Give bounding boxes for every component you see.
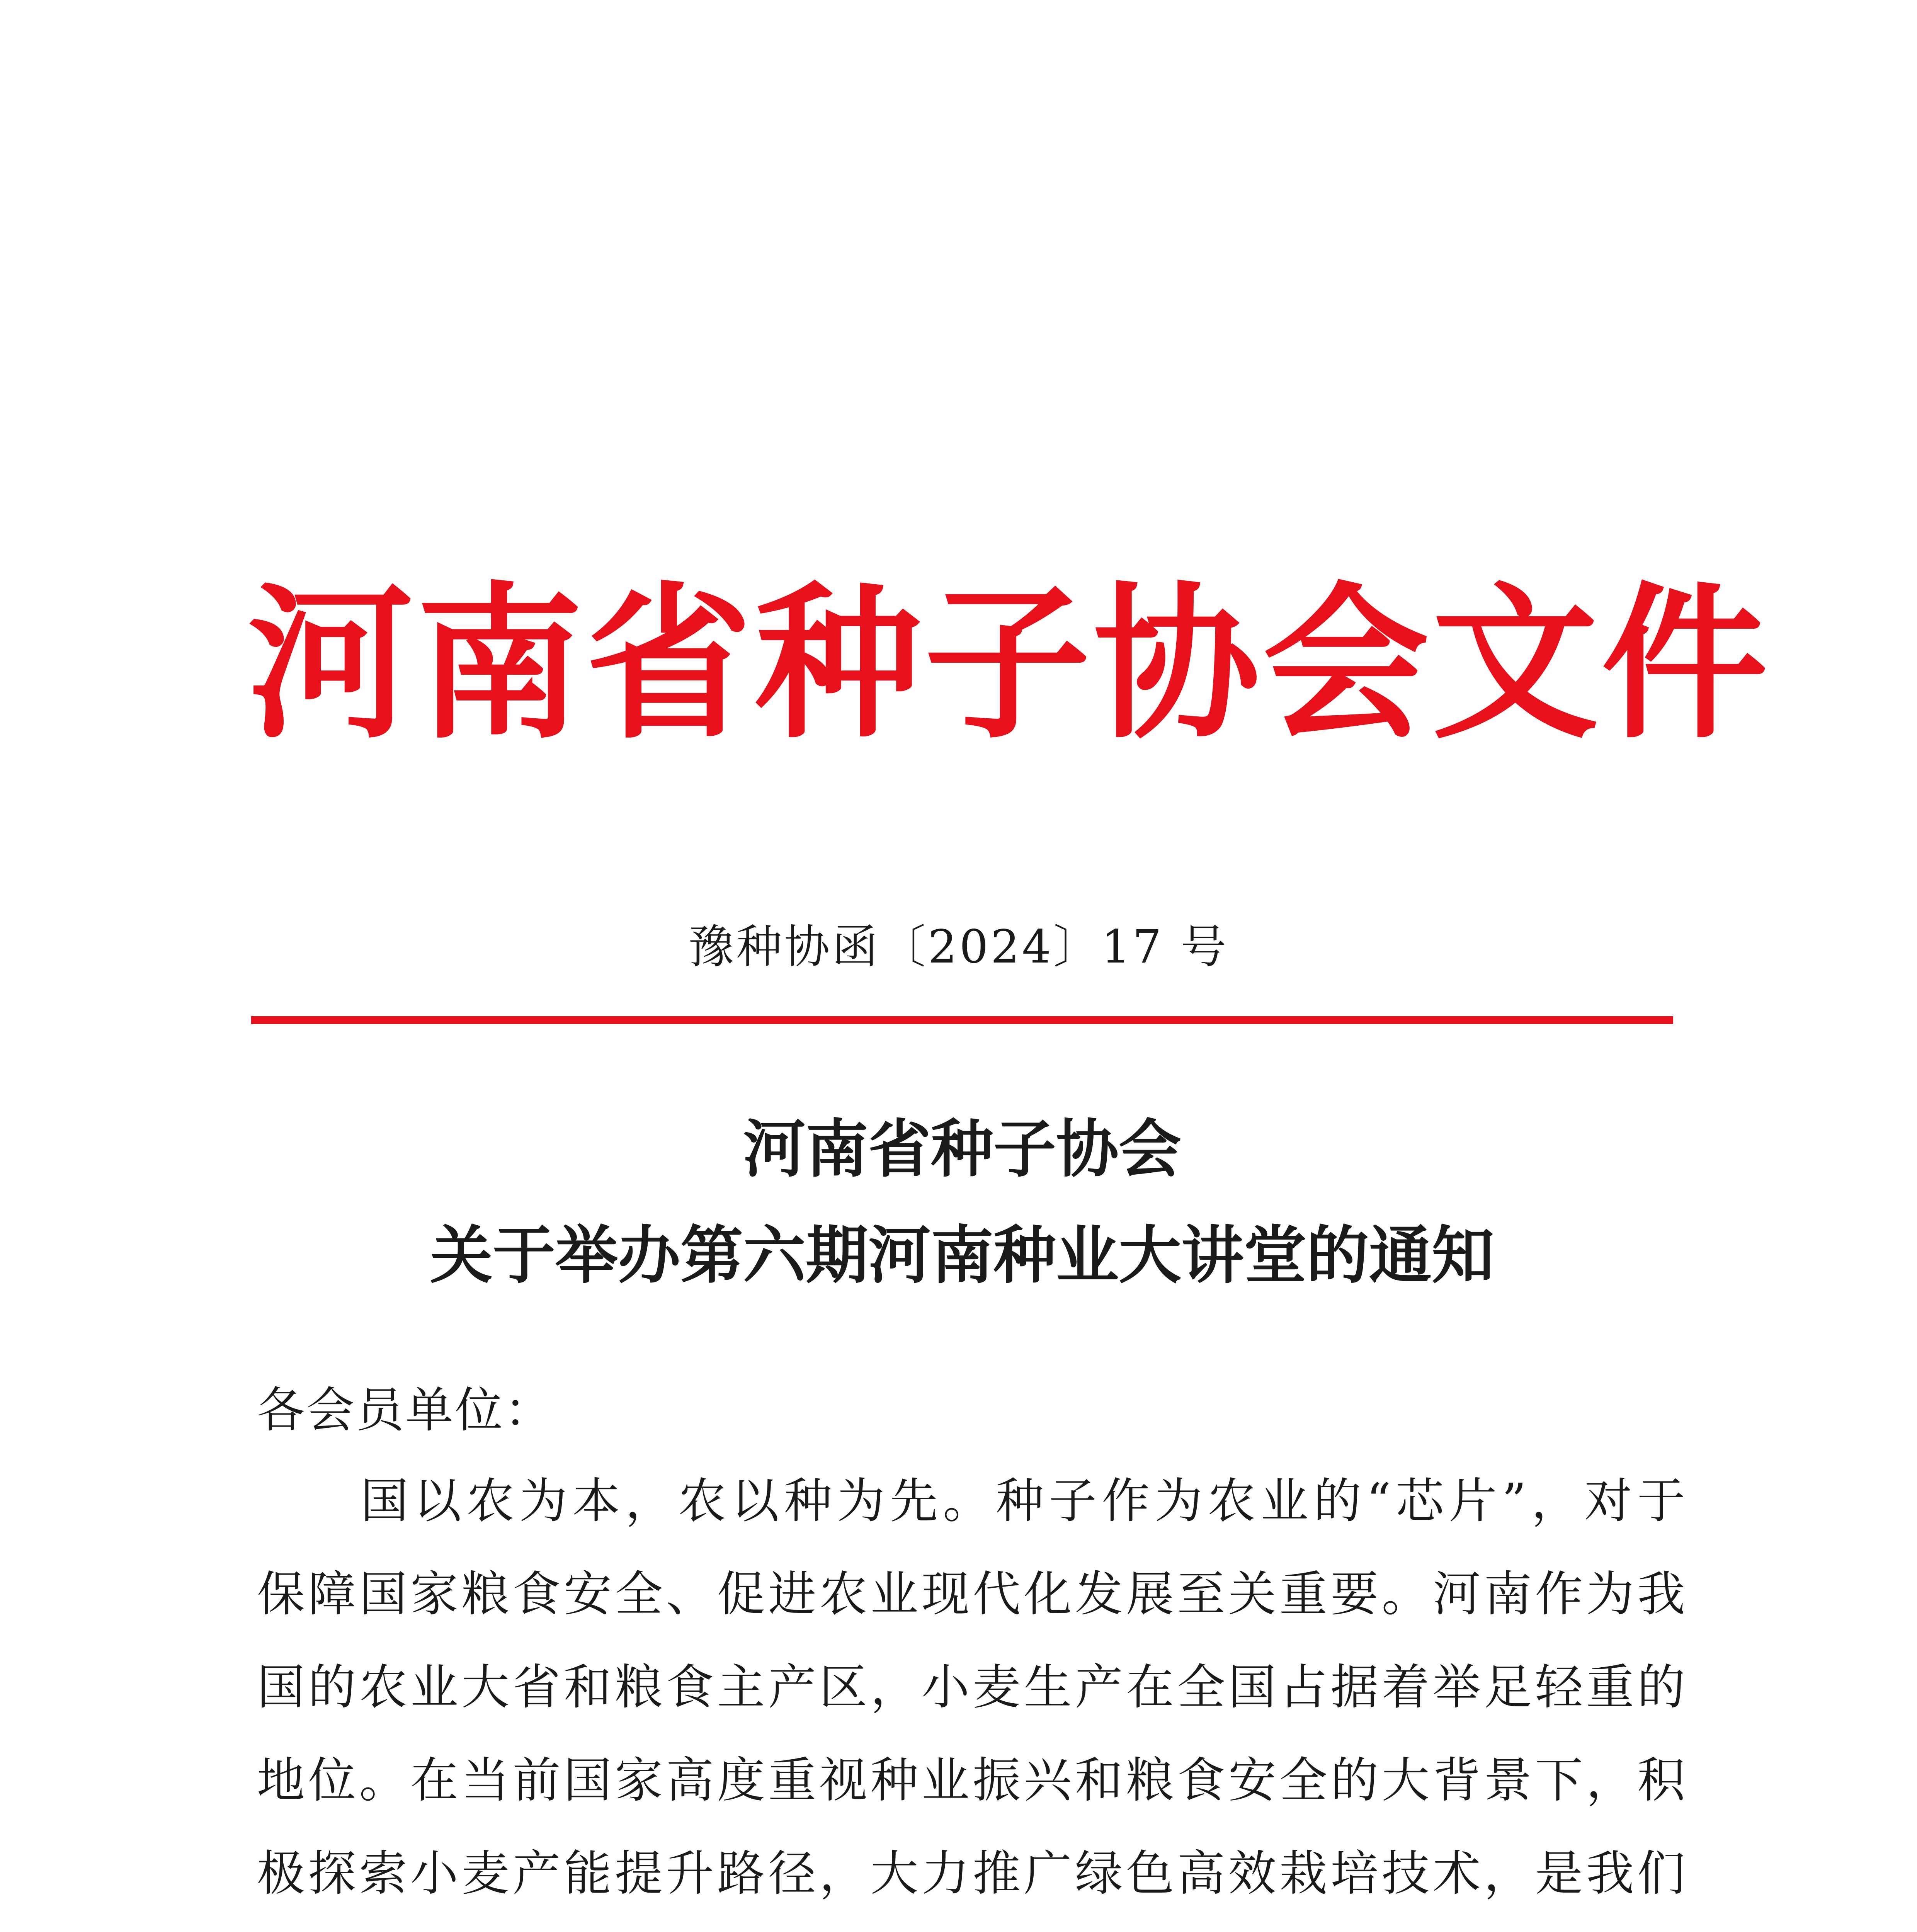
document-number: 豫种协函〔2024〕17 号 — [688, 920, 1229, 973]
salutation: 各会员单位： — [257, 1383, 554, 1438]
body-line — [257, 1920, 1687, 1932]
masthead-title: 河南省种子协会文件 — [247, 568, 1771, 761]
body-line: 保障国家粮食安全、促进农业现代化发展至关重要。河南作为我 — [257, 1566, 1687, 1622]
body-line: 国以农为本，农以种为先。种子作为农业的“芯片”，对于 — [361, 1473, 1687, 1529]
document-title-line-1: 河南省种子协会 — [743, 1113, 1181, 1186]
body-line: 国的农业大省和粮食主产区，小麦生产在全国占据着举足轻重的 — [257, 1660, 1687, 1715]
body-line: 极探索小麦产能提升路径，大力推广绿色高效栽培技术，是我们 — [257, 1846, 1687, 1901]
document-title-line-2: 关于举办第六期河南种业大讲堂的通知 — [430, 1219, 1494, 1292]
red-divider-line — [251, 1016, 1673, 1024]
body-line: 地位。在当前国家高度重视种业振兴和粮食安全的大背景下，积 — [257, 1753, 1687, 1808]
body-paragraph — [257, 1455, 1687, 1932]
